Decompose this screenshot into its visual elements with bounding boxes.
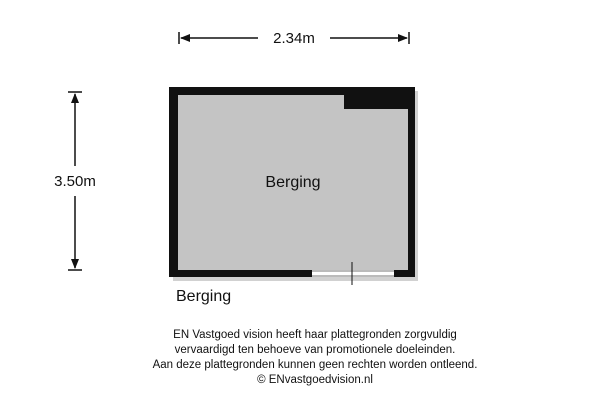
disclaimer-line-1: EN Vastgoed vision heeft haar plattegronden zorgvuldig (173, 329, 457, 341)
height-dimension (54, 92, 96, 270)
disclaimer-line-4: © ENvastgoedvision.nl (257, 374, 373, 386)
disclaimer-line-2: vervaardigd ten behoeve van promotionele doeleinden. (174, 344, 456, 356)
disclaimer (30, 328, 600, 388)
width-label: 2.34m (273, 30, 315, 47)
corner-block (344, 87, 415, 109)
disclaimer-line-3: Aan deze plattegronden kunnen geen rechten worden ontleend. (152, 359, 478, 371)
room-label: Berging (265, 174, 321, 191)
plan-title: Berging (176, 288, 232, 305)
height-label: 3.50m (54, 173, 96, 190)
room-berging (169, 87, 418, 285)
width-dimension (179, 30, 409, 47)
